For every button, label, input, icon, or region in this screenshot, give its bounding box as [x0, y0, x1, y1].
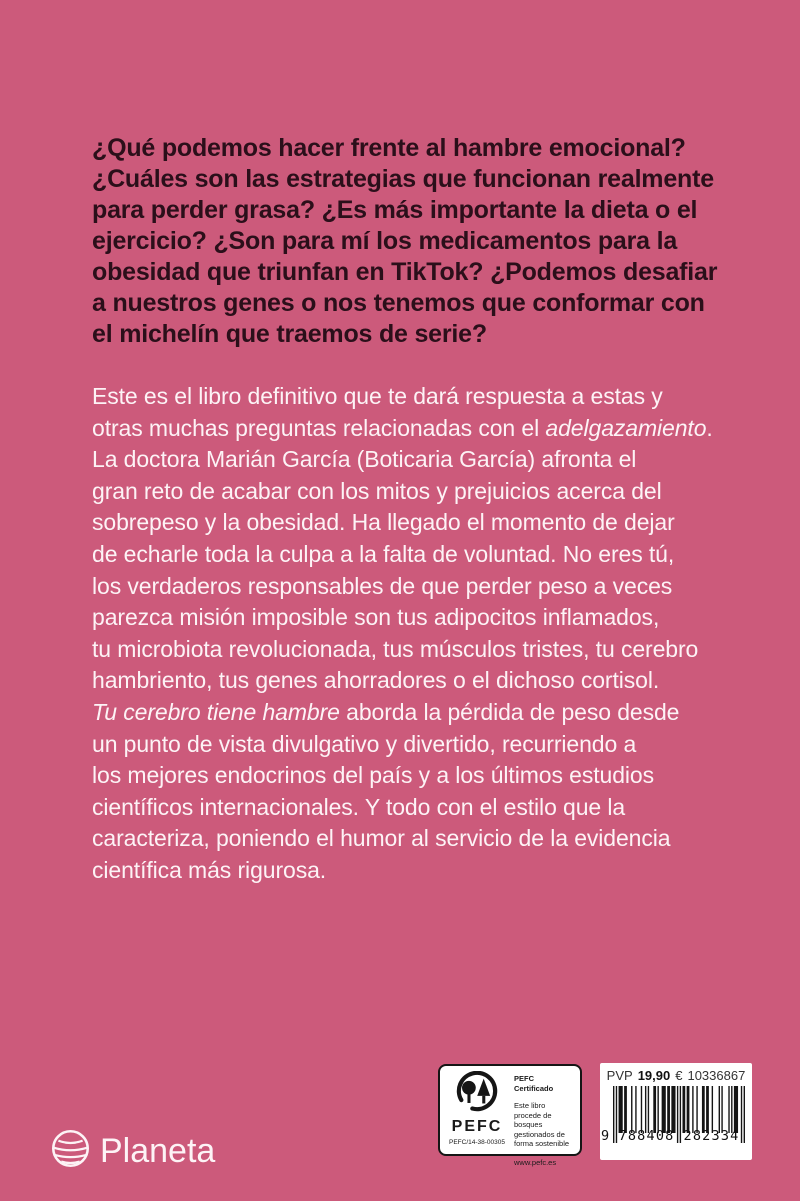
ean-digit-first: 9 [601, 1128, 610, 1144]
pefc-logo-block [444, 1071, 510, 1150]
pefc-certification-label [438, 1064, 582, 1167]
pvp-label: PVP [606, 1068, 633, 1083]
ean-digits-right: 282334 [683, 1128, 740, 1144]
planeta-globe-icon [50, 1128, 91, 1174]
euro-symbol: € [675, 1068, 683, 1083]
price-row [600, 1068, 752, 1083]
price-value: 19,90 [637, 1068, 671, 1083]
publisher-logo [50, 1128, 215, 1174]
pefc-license-number: PEFC/14-38-00305 [448, 1139, 505, 1146]
pefc-description: Este libro procede de bosques gestionados de forma sostenible [514, 1101, 570, 1148]
pefc-text-block [510, 1071, 576, 1167]
pefc-website: www.pefc.es [514, 1157, 557, 1167]
ean-digits-left: 788408 [618, 1128, 675, 1144]
intro-questions-paragraph: ¿Qué podemos hacer frente al hambre emocional? ¿Cuáles son las estrategias que funcionan realmente para perder grasa? ¿Es más importante la dieta o el ejercicio? ¿Son para mí los medicamentos para la obesidad que triunfan en TikTok? ¿Podemos desafiar a nuestros genes o nos tenemos que conformar con el michelín que traemos de serie? [92, 134, 718, 348]
ean13-barcode [601, 1086, 745, 1144]
synopsis-paragraph: Este es el libro definitivo que te dará respuesta a estas y otras muchas preguntas relacionadas con el adelgazamiento. La doctora Marián García (Boticaria García) afronta el gran reto de acabar con los mitos y prejuicios acerca del sobrepeso y la obesidad. Ha llegado el momento de dejar de echarle toda la culpa a la falta de voluntad. No eres tú, los verdaderos responsables de que perder peso a veces parezca misión imposible son tus adipocitos inflamados, tu microbiota revolucionada, tus músculos tristes, tu cerebro hambriento, tus genes ahorradores o el dichoso cortisol. Tu cerebro tiene hambre aborda la pérdida de peso desde un punto de vista divulgativo y divertido, recurriendo a los mejores endocrinos del país y a los últimos estudios científicos internacionales. Y todo con el estilo que la caracteriza, poniendo el humor al servicio de la evidencia científica más rigurosa. [92, 383, 713, 883]
pefc-certified-title: PEFC Certificado [514, 1074, 554, 1093]
barcode-label [600, 1063, 752, 1160]
publisher-name: Planeta [100, 1132, 216, 1170]
pefc-logo-text: PEFC [451, 1118, 503, 1135]
pefc-trees-icon [454, 1071, 500, 1118]
internal-code: 10336867 [687, 1068, 746, 1083]
